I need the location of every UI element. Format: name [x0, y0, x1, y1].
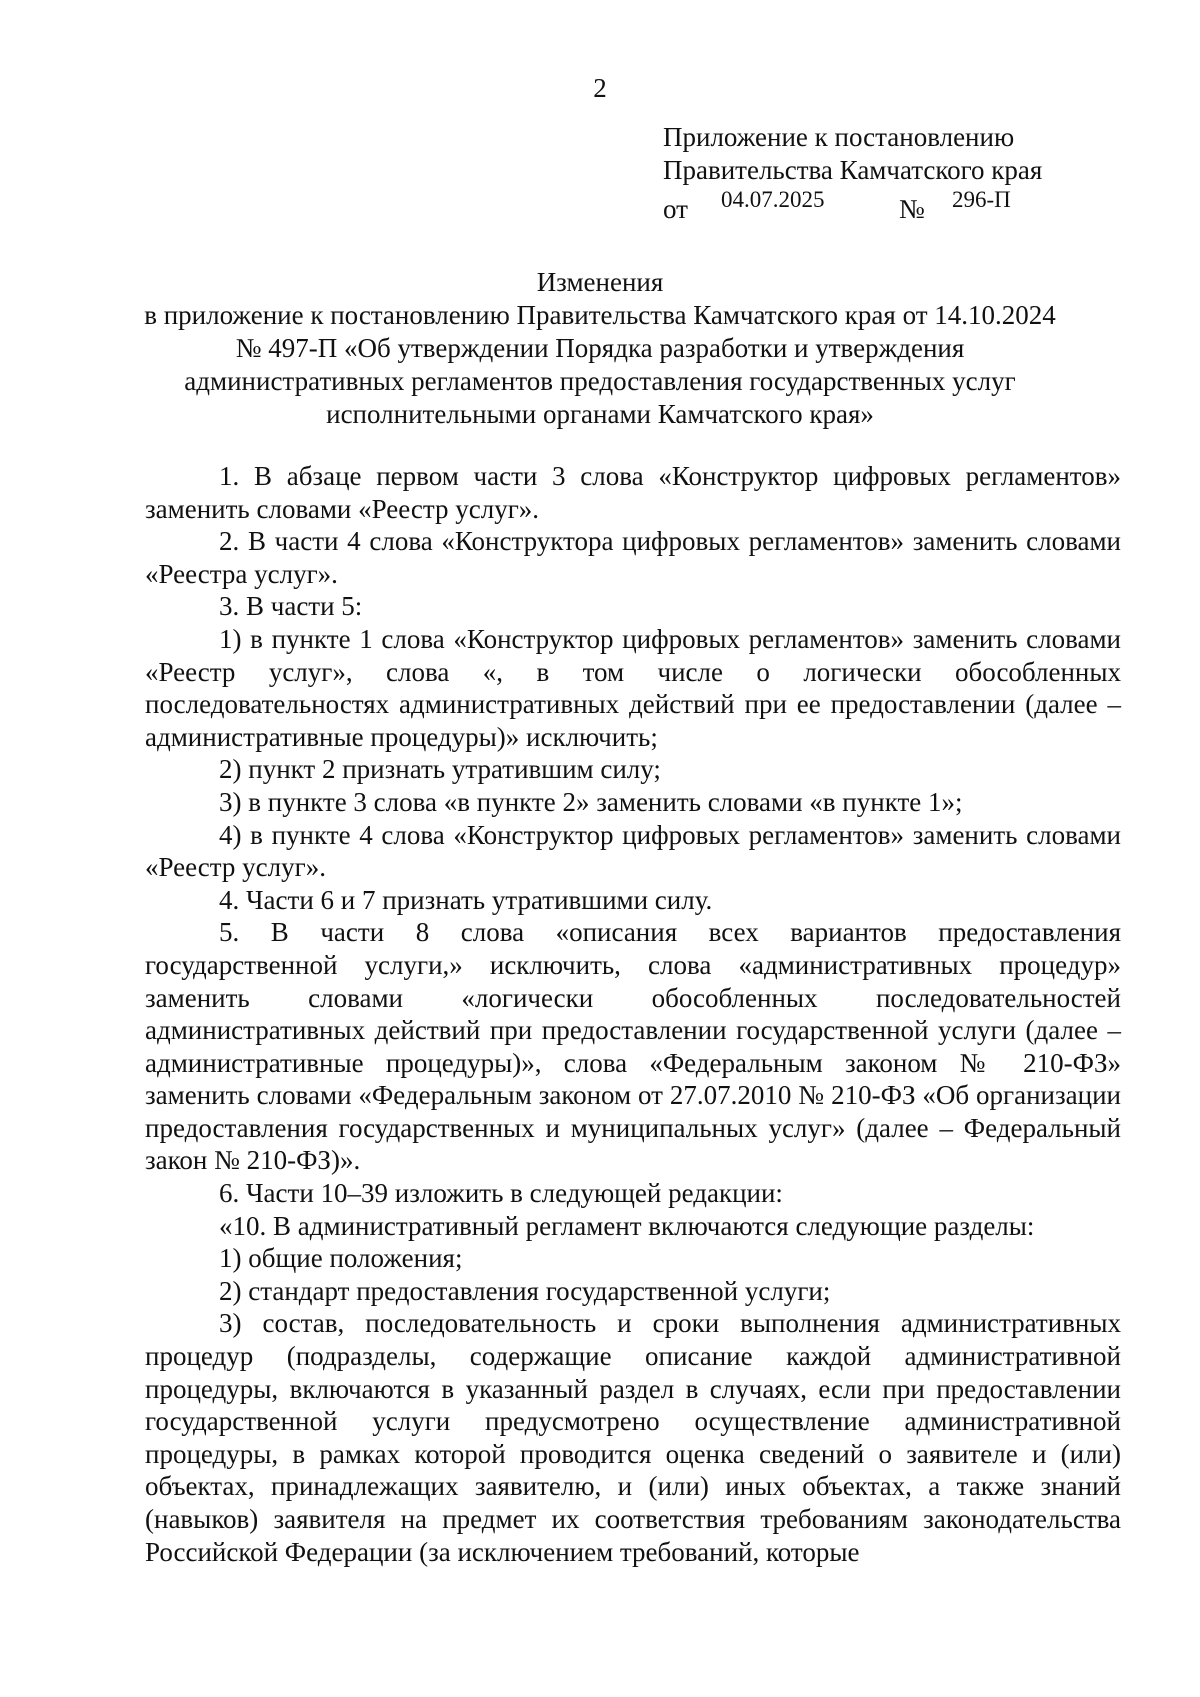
- document-heading: [130, 266, 1070, 431]
- from-label: от: [663, 194, 688, 224]
- heading-line-3: административных регламентов предоставления государственных услуг: [184, 366, 1016, 396]
- paragraph: 2. В части 4 слова «Конструктора цифровых регламентов» заменить словами «Реестра услуг».: [145, 526, 1121, 589]
- heading-line-2: № 497-П «Об утверждении Порядка разработки и утверждения: [235, 333, 965, 363]
- paragraph: 4) в пункте 4 слова «Конструктор цифровых регламентов» заменить словами «Реестр услуг».: [145, 819, 1121, 883]
- heading-title: Изменения: [536, 267, 664, 297]
- page-number: 2: [593, 73, 607, 103]
- appendix-line-1: Приложение к постановлению: [663, 122, 1015, 152]
- paragraph: 2) стандарт предоставления государственной услуги;: [219, 1275, 831, 1306]
- resolution-number: 296-П: [952, 187, 1011, 212]
- appendix-block: [663, 121, 1083, 227]
- paragraph: 2) пункт 2 признать утратившим силу;: [219, 754, 661, 785]
- paragraph: 3. В части 5:: [219, 591, 363, 622]
- paragraph: «10. В административный регламент включаются следующие разделы:: [219, 1210, 1035, 1241]
- paragraph: 4. Части 6 и 7 признать утратившими силу.: [219, 884, 713, 915]
- heading-line-1: в приложение к постановлению Правительства Камчатского края от 14.10.2024: [144, 300, 1056, 330]
- heading-line-4: исполнительными органами Камчатского края»: [326, 399, 874, 429]
- number-label: №: [899, 194, 925, 224]
- paragraph: 1) общие положения;: [219, 1243, 463, 1274]
- paragraph: 3) состав, последовательность и сроки выполнения административных процедур (подразделы, содержащие описание каждой административной процедуры, включаются в указанный раздел в случаях, если при предоставлении государственной услуги предусмотрено осуществление административной процедуры, в рамках которой проводится оценка сведений о заявителе и (или) объектах, принадлежащих заявителю, и (или) иных объектах, а также знаний (навыков) заявителя на предмет их соответствия требованиям законодательства Российской Федерации (за исключением требований, которые: [145, 1308, 1121, 1567]
- paragraph: 1) в пункте 1 слова «Конструктор цифровых регламентов» заменить словами «Реестр услуг», слова «, в том числе о логически обособленных последовательностях административных действий при ее предоставлении (далее – административные процедуры)» исключить;: [145, 623, 1121, 752]
- appendix-line-2: Правительства Камчатского края: [663, 155, 1043, 185]
- paragraph: 1. В абзаце первом части 3 слова «Конструктор цифровых регламентов» заменить словами «Реестр услуг».: [145, 461, 1121, 524]
- paragraph: 3) в пункте 3 слова «в пункте 2» заменить словами «в пункте 1»;: [219, 786, 963, 817]
- resolution-date: 04.07.2025: [721, 187, 825, 212]
- paragraph: 5. В части 8 слова «описания всех вариантов предоставления государственной услуги,» исключить, слова «административных процедур» заменить словами «логически обособленных последовательностей административных действий при предоставлении государственной услуги (далее – административные процедуры)», слова «Федеральным законом № 210-ФЗ» заменить словами «Федеральным законом от 27.07.2010 № 210-ФЗ «Об организации предоставления государственных и муниципальных услуг» (далее – Федеральный закон № 210-ФЗ)».: [145, 917, 1121, 1176]
- document-body: [145, 460, 1121, 1568]
- paragraph: 6. Части 10–39 изложить в следующей редакции:: [219, 1178, 783, 1209]
- appendix-date-row: [663, 187, 1083, 227]
